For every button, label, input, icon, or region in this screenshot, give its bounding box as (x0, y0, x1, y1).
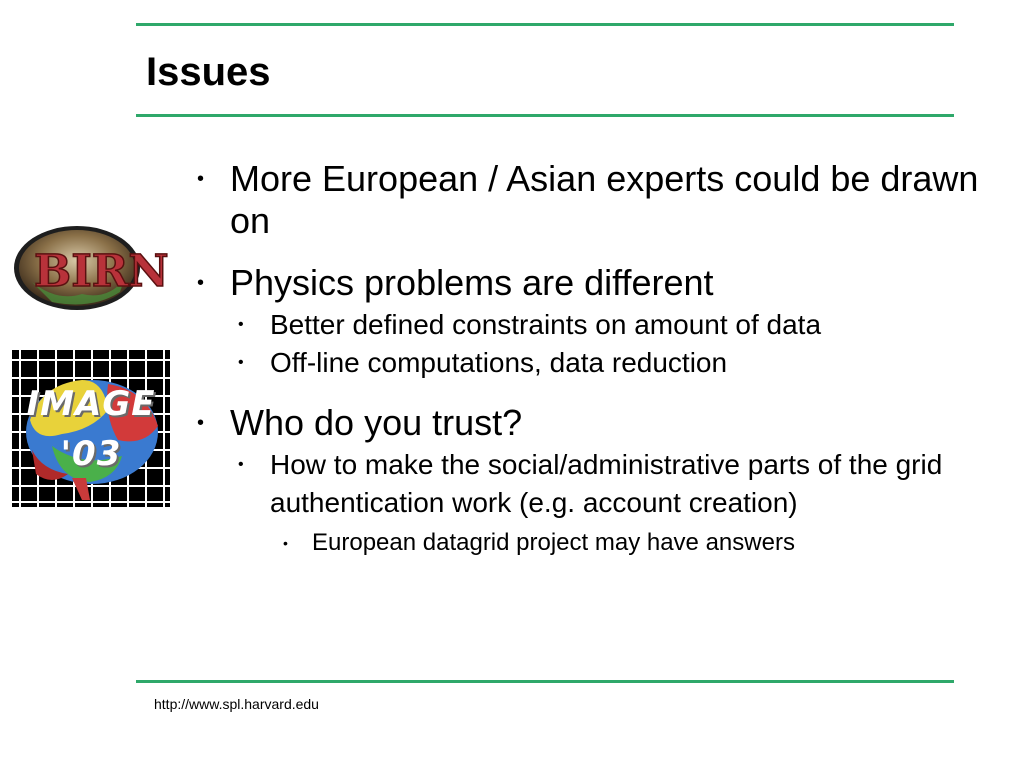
sub-bullet-text: Better defined constraints on amount of data (270, 309, 822, 340)
image03-logo (12, 350, 170, 507)
bullet-marker: • (238, 316, 244, 333)
bullet-item (190, 158, 980, 242)
bullet-item (190, 402, 980, 560)
sub-bullet-text: Off-line computations, data reduction (270, 347, 728, 378)
bullet-marker: • (283, 535, 288, 551)
bullet-text: Who do you trust? (230, 402, 523, 443)
sub-bullet-item (190, 306, 980, 344)
bullet-text: More European / Asian experts could be drawn on (230, 158, 979, 241)
sub-bullet-item (190, 446, 980, 560)
birn-logo-text: BIRN (34, 246, 169, 297)
image03-logo-line2: '03 (60, 434, 122, 474)
sub-sub-bullet-text: European datagrid project may have answers (312, 529, 795, 556)
birn-logo (12, 222, 169, 314)
bullet-item (190, 262, 980, 382)
bullet-marker: • (197, 272, 205, 294)
sub-bullet-item (190, 344, 980, 382)
bullet-marker: • (197, 412, 205, 434)
bullet-marker: • (238, 456, 244, 473)
image03-logo-line1: IMAGE (26, 384, 156, 424)
footer-rule (136, 680, 954, 683)
sub-bullet-list (230, 446, 980, 560)
sub-bullet-text: How to make the social/administrative parts of the grid authentication work (e.g. account creation) (270, 449, 943, 518)
slide-title: Issues (146, 50, 271, 94)
bullet-list (190, 158, 980, 580)
sub-bullet-list (230, 306, 980, 382)
top-rule (136, 23, 954, 26)
footer-url: http://www.spl.harvard.edu (154, 696, 319, 712)
sub-sub-bullet-item (190, 526, 980, 560)
title-rule (136, 114, 954, 117)
bullet-marker: • (238, 354, 244, 371)
bullet-marker: • (197, 168, 205, 190)
bullet-text: Physics problems are different (230, 262, 714, 303)
